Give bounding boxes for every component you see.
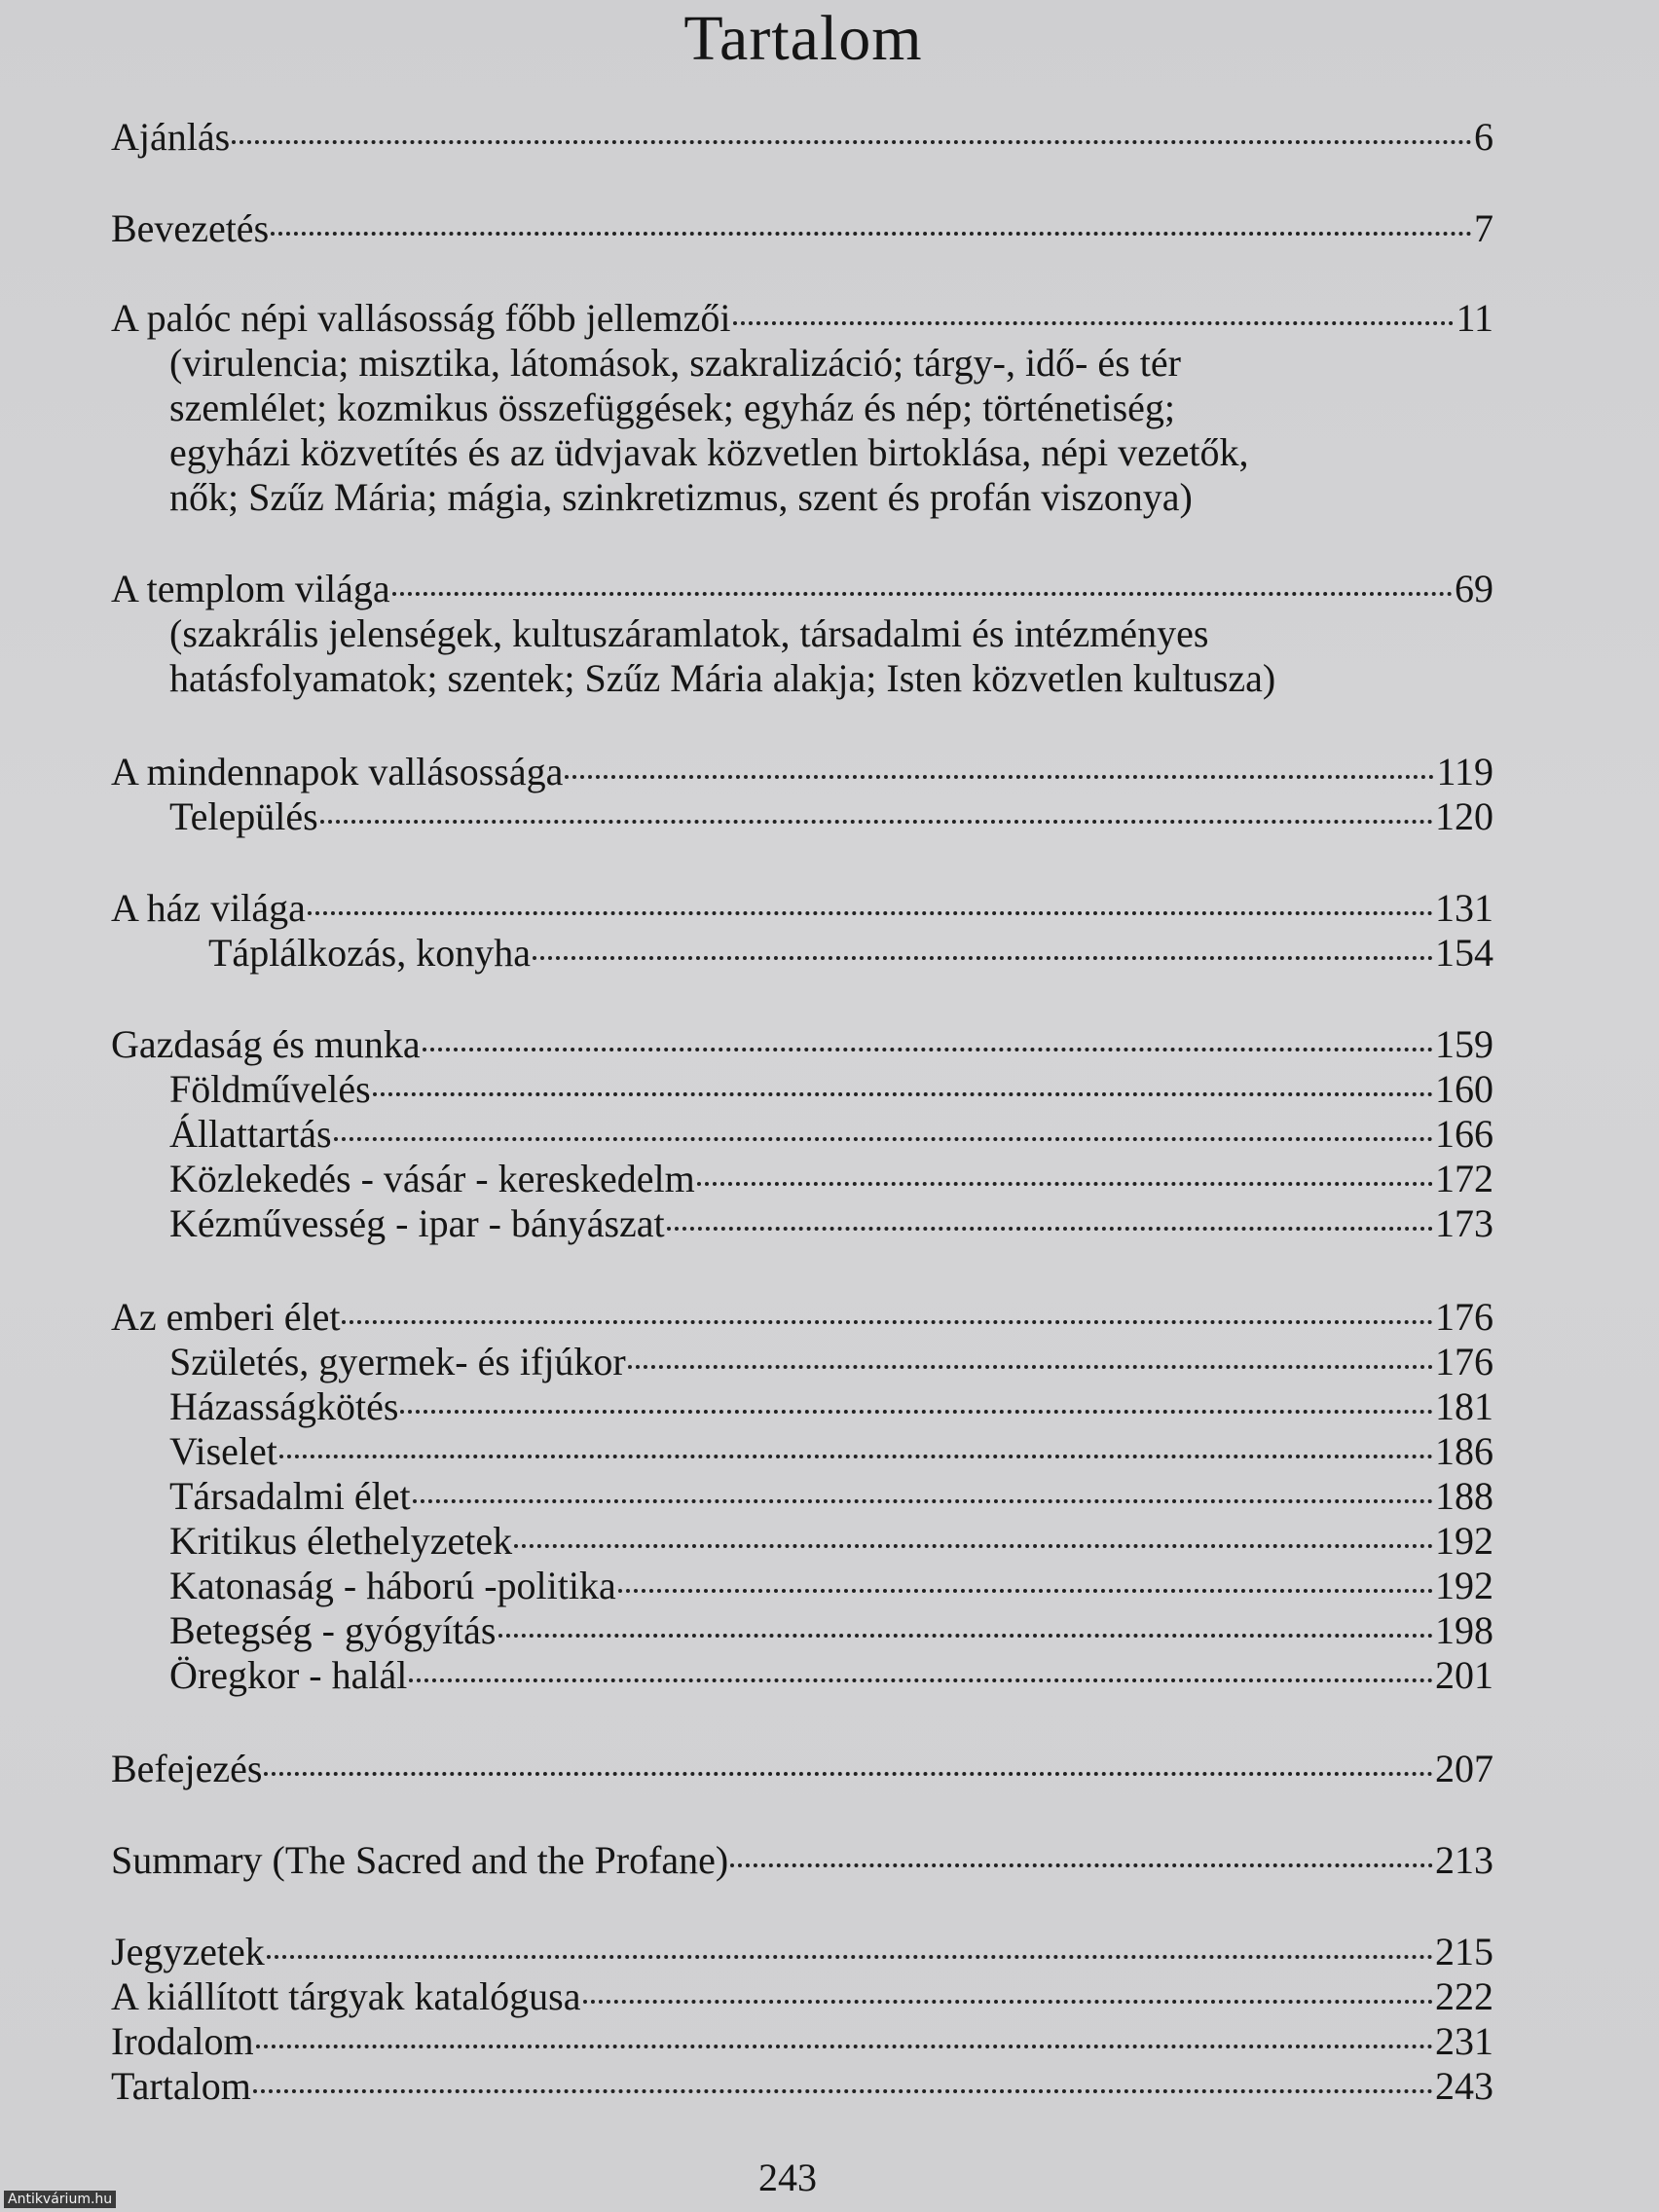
toc-page-number: 213 [1435, 1838, 1493, 1882]
toc-subentry [169, 1564, 1493, 1608]
toc-entry [111, 886, 1493, 931]
toc-page-number: 186 [1435, 1429, 1493, 1473]
toc-page-number: 243 [1435, 2064, 1493, 2108]
toc-label: Bevezetés [111, 206, 270, 250]
toc-entry [111, 1838, 1493, 1883]
dot-leader [498, 1634, 1434, 1638]
dot-leader [413, 1499, 1433, 1503]
toc-label: Kézművesség - ipar - bányászat [169, 1201, 665, 1245]
toc-label: A mindennapok vallásossága [111, 750, 564, 793]
toc-label: Társadalmi élet [169, 1474, 411, 1518]
dot-leader [334, 1137, 1433, 1141]
toc-subentry [169, 1653, 1493, 1698]
toc-description-line: hatásfolyamatok; szentek; Szűz Mária alakja; Isten közvetlen kultusza) [169, 656, 1276, 700]
dot-leader [423, 1048, 1433, 1051]
toc-page-number: 198 [1435, 1608, 1493, 1652]
toc-subentry [169, 1519, 1493, 1564]
toc-page-number: 154 [1435, 931, 1493, 975]
toc-page-number: 188 [1435, 1474, 1493, 1518]
toc-label: A templom világa [111, 567, 390, 610]
dot-leader [628, 1365, 1433, 1369]
toc-page-number: 69 [1455, 567, 1493, 610]
toc-entry [111, 1022, 1493, 1067]
toc-page-number: 181 [1435, 1384, 1493, 1428]
toc-label: Irodalom [111, 2019, 254, 2063]
toc-page-number: 11 [1456, 296, 1493, 340]
toc-subentry [169, 1157, 1493, 1201]
toc-description-line: (szakrális jelenségek, kultuszáramlatok, társadalmi és intézményes [169, 611, 1209, 655]
toc-page-number: 207 [1435, 1747, 1493, 1790]
toc-label: Kritikus élethelyzetek [169, 1519, 513, 1563]
toc-page-number: 166 [1435, 1112, 1493, 1156]
dot-leader [232, 140, 1472, 144]
toc-label: A ház világa [111, 886, 306, 930]
toc-label: Állattartás [169, 1112, 332, 1156]
dot-leader [308, 911, 1433, 915]
dot-leader [514, 1544, 1433, 1548]
toc-page-number: 176 [1435, 1295, 1493, 1339]
toc-page-number: 176 [1435, 1340, 1493, 1383]
dot-leader [320, 820, 1433, 824]
toc-label: Ajánlás [111, 115, 231, 159]
toc-page-number: 160 [1435, 1067, 1493, 1111]
toc-entry [111, 750, 1493, 794]
toc-subentry [169, 1429, 1493, 1474]
dot-leader [267, 1955, 1433, 1959]
toc-page-number: 201 [1435, 1653, 1493, 1697]
dot-leader [400, 1410, 1433, 1414]
dot-leader [409, 1678, 1433, 1682]
toc-label: Település [169, 794, 318, 838]
toc-page-number: 159 [1435, 1022, 1493, 1066]
toc-subentry [169, 1067, 1493, 1112]
toc-page-number: 6 [1474, 115, 1493, 159]
page-number: 243 [758, 2156, 817, 2199]
toc-description-line: nők; Szűz Mária; mágia, szinkretizmus, szent és profán viszonya) [169, 475, 1193, 519]
dot-leader [264, 1772, 1433, 1776]
page-title: Tartalom [683, 3, 923, 74]
toc-subentry [169, 1474, 1493, 1519]
toc-page-number: 173 [1435, 1201, 1493, 1245]
toc-label: Jegyzetek [111, 1930, 265, 1973]
dot-leader [565, 775, 1434, 779]
toc-label: Házasságkötés [169, 1384, 399, 1428]
toc-subentry [169, 1201, 1493, 1246]
toc-description-line: (virulencia; misztika, látomások, szakralizáció; tárgy-, idő- és tér [169, 341, 1181, 385]
toc-page-number: 120 [1435, 794, 1493, 838]
toc-label: Betegség - gyógyítás [169, 1608, 497, 1652]
toc-subentry [169, 1112, 1493, 1157]
toc-subentry [169, 1384, 1493, 1429]
toc-label: A palóc népi vallásosság főbb jellemzői [111, 296, 731, 340]
dot-leader [533, 956, 1433, 960]
toc-page-number: 119 [1436, 750, 1493, 793]
dot-leader [667, 1227, 1433, 1231]
toc-entry [111, 2019, 1493, 2064]
toc-label: Öregkor - halál [169, 1653, 408, 1697]
dot-leader [253, 2089, 1433, 2093]
toc-label: Földművelés [169, 1067, 371, 1111]
toc-entry [111, 567, 1493, 611]
toc-label: Születés, gyermek- és ifjúkor [169, 1340, 626, 1383]
toc-entry [111, 296, 1493, 341]
toc-page-number: 172 [1435, 1157, 1493, 1200]
toc-entry [111, 1974, 1493, 2019]
toc-subentry [169, 1340, 1493, 1384]
dot-leader [271, 232, 1472, 236]
dot-leader [697, 1182, 1433, 1186]
toc-description-line: szemlélet; kozmikus összefüggések; egyház és nép; történetiség; [169, 386, 1176, 429]
dot-leader [730, 1863, 1433, 1867]
toc-subentry [208, 931, 1493, 976]
toc-label: Gazdaság és munka [111, 1022, 421, 1066]
toc-page-number: 231 [1435, 2019, 1493, 2063]
dot-leader [279, 1455, 1433, 1458]
toc-label: Táplálkozás, konyha [208, 931, 531, 975]
dot-leader [342, 1320, 1433, 1324]
toc-subentry [169, 794, 1493, 839]
toc-label: Katonaság - háború -politika [169, 1564, 616, 1607]
toc-label: Viselet [169, 1429, 277, 1473]
toc-label: Tartalom [111, 2064, 251, 2108]
toc-entry [111, 1930, 1493, 1974]
toc-label: Befejezés [111, 1747, 263, 1790]
dot-leader [583, 2000, 1434, 2004]
toc-label: Summary (The Sacred and the Profane) [111, 1838, 729, 1882]
toc-entry [111, 2064, 1493, 2109]
watermark: Antikvárium.hu [4, 2191, 116, 2208]
toc-entry [111, 1747, 1493, 1791]
toc-entry [111, 1295, 1493, 1340]
toc-entry [111, 115, 1493, 160]
dot-leader [733, 321, 1455, 325]
dot-leader [256, 2045, 1433, 2048]
toc-page-number: 131 [1435, 886, 1493, 930]
toc-page-number: 7 [1474, 206, 1493, 250]
toc-label: Az emberi élet [111, 1295, 341, 1339]
toc-label: A kiállított tárgyak katalógusa [111, 1974, 581, 2018]
toc-page-number: 222 [1435, 1974, 1493, 2018]
dot-leader [618, 1589, 1433, 1593]
toc-page-number: 215 [1435, 1930, 1493, 1973]
dot-leader [392, 592, 1453, 596]
toc-description-line: egyházi közvetítés és az üdvjavak közvetlen birtoklása, népi vezetők, [169, 430, 1249, 474]
dot-leader [373, 1092, 1433, 1096]
toc-entry [111, 206, 1493, 251]
toc-subentry [169, 1608, 1493, 1653]
toc-page-number: 192 [1435, 1519, 1493, 1563]
toc-label: Közlekedés - vásár - kereskedelm [169, 1157, 695, 1200]
toc-page-number: 192 [1435, 1564, 1493, 1607]
